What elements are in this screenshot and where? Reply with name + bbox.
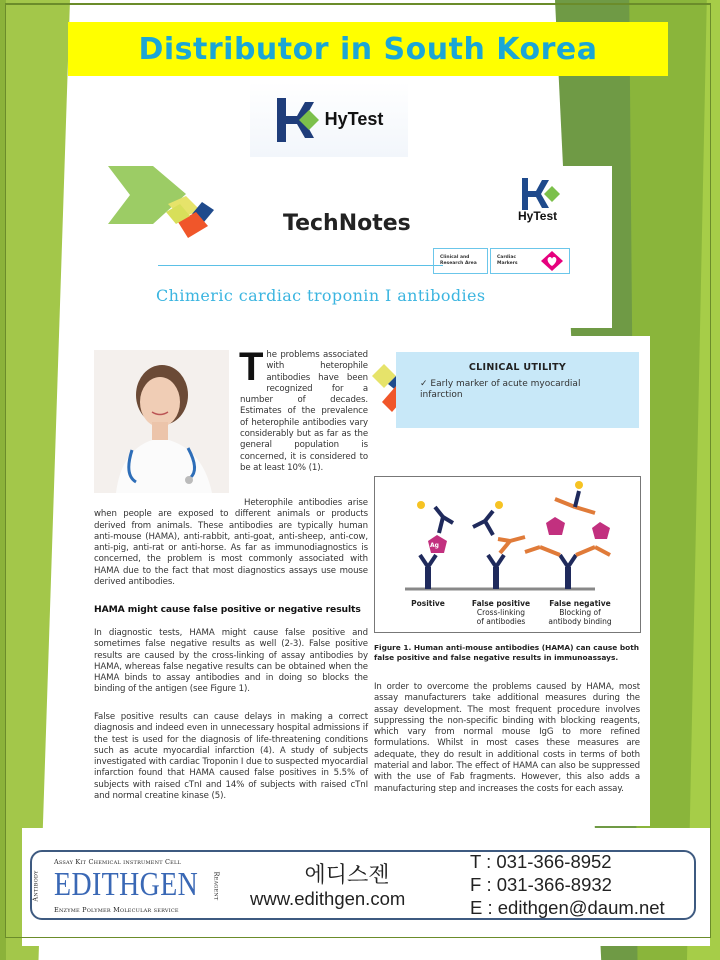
clinical-utility-title: CLINICAL UTILITY: [468, 362, 567, 373]
clinical-utility-box: [396, 352, 639, 428]
dropcap: T: [239, 345, 264, 389]
paragraph-overcome: In order to overcome the problems caused by HAMA, most assay manufacturers take additional measures during the assay development. The most frequent procedure involves suppressing the non-specific binding with blocking reagents, which vary from normal mouse IgG to more refined formulations. Whilst in most cases these measures are adequate, they do result in additional costs in terms of both material and labor. The effect of HAMA can also be suppressed with the use of Fab fragments. However, this also adds a manufacturing step and increases the costs for each assay.: [374, 682, 640, 794]
tag-label: Cardiac: [497, 255, 517, 260]
hytest-small-logo-icon: [518, 176, 568, 212]
edithgen-logo: EDITHGEN: [54, 866, 199, 903]
fax-number: F : 031-366-8932: [470, 874, 612, 895]
intro-text: he problems associated with heterophile antibodies have been recognized for a number of decades. Estimates of the prevalence of heterophile antibodies vary considerably but as far as the general population is concerned, it is considered to be at least 10% (1).: [240, 350, 368, 473]
doctor-image-icon: [94, 350, 229, 493]
panel-desc: antibody binding: [548, 617, 612, 626]
edithgen-card: [30, 850, 696, 920]
panel-title: Positive: [411, 599, 445, 608]
panel-desc: of antibodies: [476, 617, 526, 626]
clinical-utility-item: [420, 379, 620, 401]
tag-label: Clinical and: [440, 255, 470, 260]
panel-title: False positive: [471, 599, 531, 608]
paragraph-diagnostic: In diagnostic tests, HAMA might cause false positive and sometimes false negative results as well (2-3). False positive results are caused by the cross-linking of assay antibodies by HAMA, whereas false negative results can be obtained when the HAMA binds to assay antibodies and in doing so blocks the binding of the antigen (see Figure 1).: [94, 628, 368, 695]
check-icon: ✓: [420, 379, 428, 389]
panel-desc: Blocking of: [559, 608, 601, 617]
hytest-logo-icon: [275, 96, 321, 144]
section-heading: HAMA might cause false positive or negative results: [94, 604, 361, 615]
panel-title: False negative: [549, 599, 611, 608]
distributor-footer: [22, 828, 710, 946]
antibody-diagram-icon: [375, 477, 640, 597]
technotes-header: [108, 166, 612, 328]
tag-cardiac-markers: [490, 248, 570, 274]
heart-icon: [541, 251, 563, 271]
hytest-logo-text: HyTest: [324, 109, 384, 129]
distributor-banner: [68, 22, 668, 76]
figure-1: [374, 476, 641, 633]
figure-panel-false-positive: [461, 599, 541, 626]
paragraph-heterophile: Heterophile antibodies arise when people are exposed to different animals or products derived from animals. These antibodies are typically human anti-mouse (HAMA), anti-rabbit, anti-goat, anti-sheep, anti-cow, anti-pig, anti-rat or anti-horse. As far as immunodiagnostics is concerned, the problem is most commonly associated with HAMA due to the fact that most diagnostics assays use mouse derived antibodies.: [94, 498, 368, 588]
tag-clinical-research: [433, 248, 488, 274]
figure-caption: Figure 1. Human anti-mouse antibodies (HAMA) can cause both false positive and false negative results in immunoassays.: [374, 643, 640, 662]
header-divider: [158, 265, 443, 266]
background-green-left: [0, 0, 70, 960]
background-green-edge: [0, 0, 6, 960]
banner-title: Distributor in South Korea: [138, 31, 598, 67]
phone-number: T : 031-366-8952: [470, 851, 612, 872]
korean-company-name: 에디스젠: [304, 863, 390, 888]
edithgen-left-word: Antibody: [31, 870, 40, 902]
technotes-shapes-icon: [108, 166, 218, 256]
edithgen-right-word: Reagent: [212, 871, 221, 901]
tag-label: Markers: [497, 261, 518, 266]
email-address[interactable]: E : edithgen@daum.net: [470, 897, 665, 918]
edithgen-top-words: Assay Kit Chemical instrument Cell: [54, 858, 182, 866]
doctor-photo: [94, 350, 229, 493]
website-link[interactable]: www.edithgen.com: [250, 888, 406, 909]
intro-paragraph: [239, 345, 368, 474]
technotes-subtitle: Chimeric cardiac troponin I antibodies: [156, 286, 486, 305]
paragraph-false-positive: False positive results can cause delays in making a correct diagnosis and indeed even in unnecessary hospital admissions if the test is used for the diagnosis of life-threatening conditions such as acute myocardial infarction (4). A study of subjects investigated with cardiac Troponin I due to suspected myocardial infarction found that HAMA caused false positives in 5.5% of subjects with raised cTnI and 14% of subjects with raised cTnI and normal creatine kinase (5).: [94, 712, 368, 802]
hytest-small-logo-text: HyTest: [518, 209, 558, 223]
edithgen-bottom-words: Enzyme Polymer Molecular service: [54, 906, 179, 914]
clinical-utility-text: Early marker of acute myocardial infarction: [420, 379, 581, 400]
svg-text:Ag: Ag: [430, 542, 439, 549]
technotes-title: TechNotes: [283, 211, 411, 236]
figure-panel-positive: [393, 599, 463, 608]
article-page: [80, 336, 650, 826]
tag-label: Research Area: [440, 261, 477, 266]
panel-desc: Cross-linking: [476, 608, 526, 617]
contact-info: [470, 850, 665, 919]
figure-panel-false-negative: [535, 599, 625, 626]
hytest-logo: [250, 82, 408, 157]
